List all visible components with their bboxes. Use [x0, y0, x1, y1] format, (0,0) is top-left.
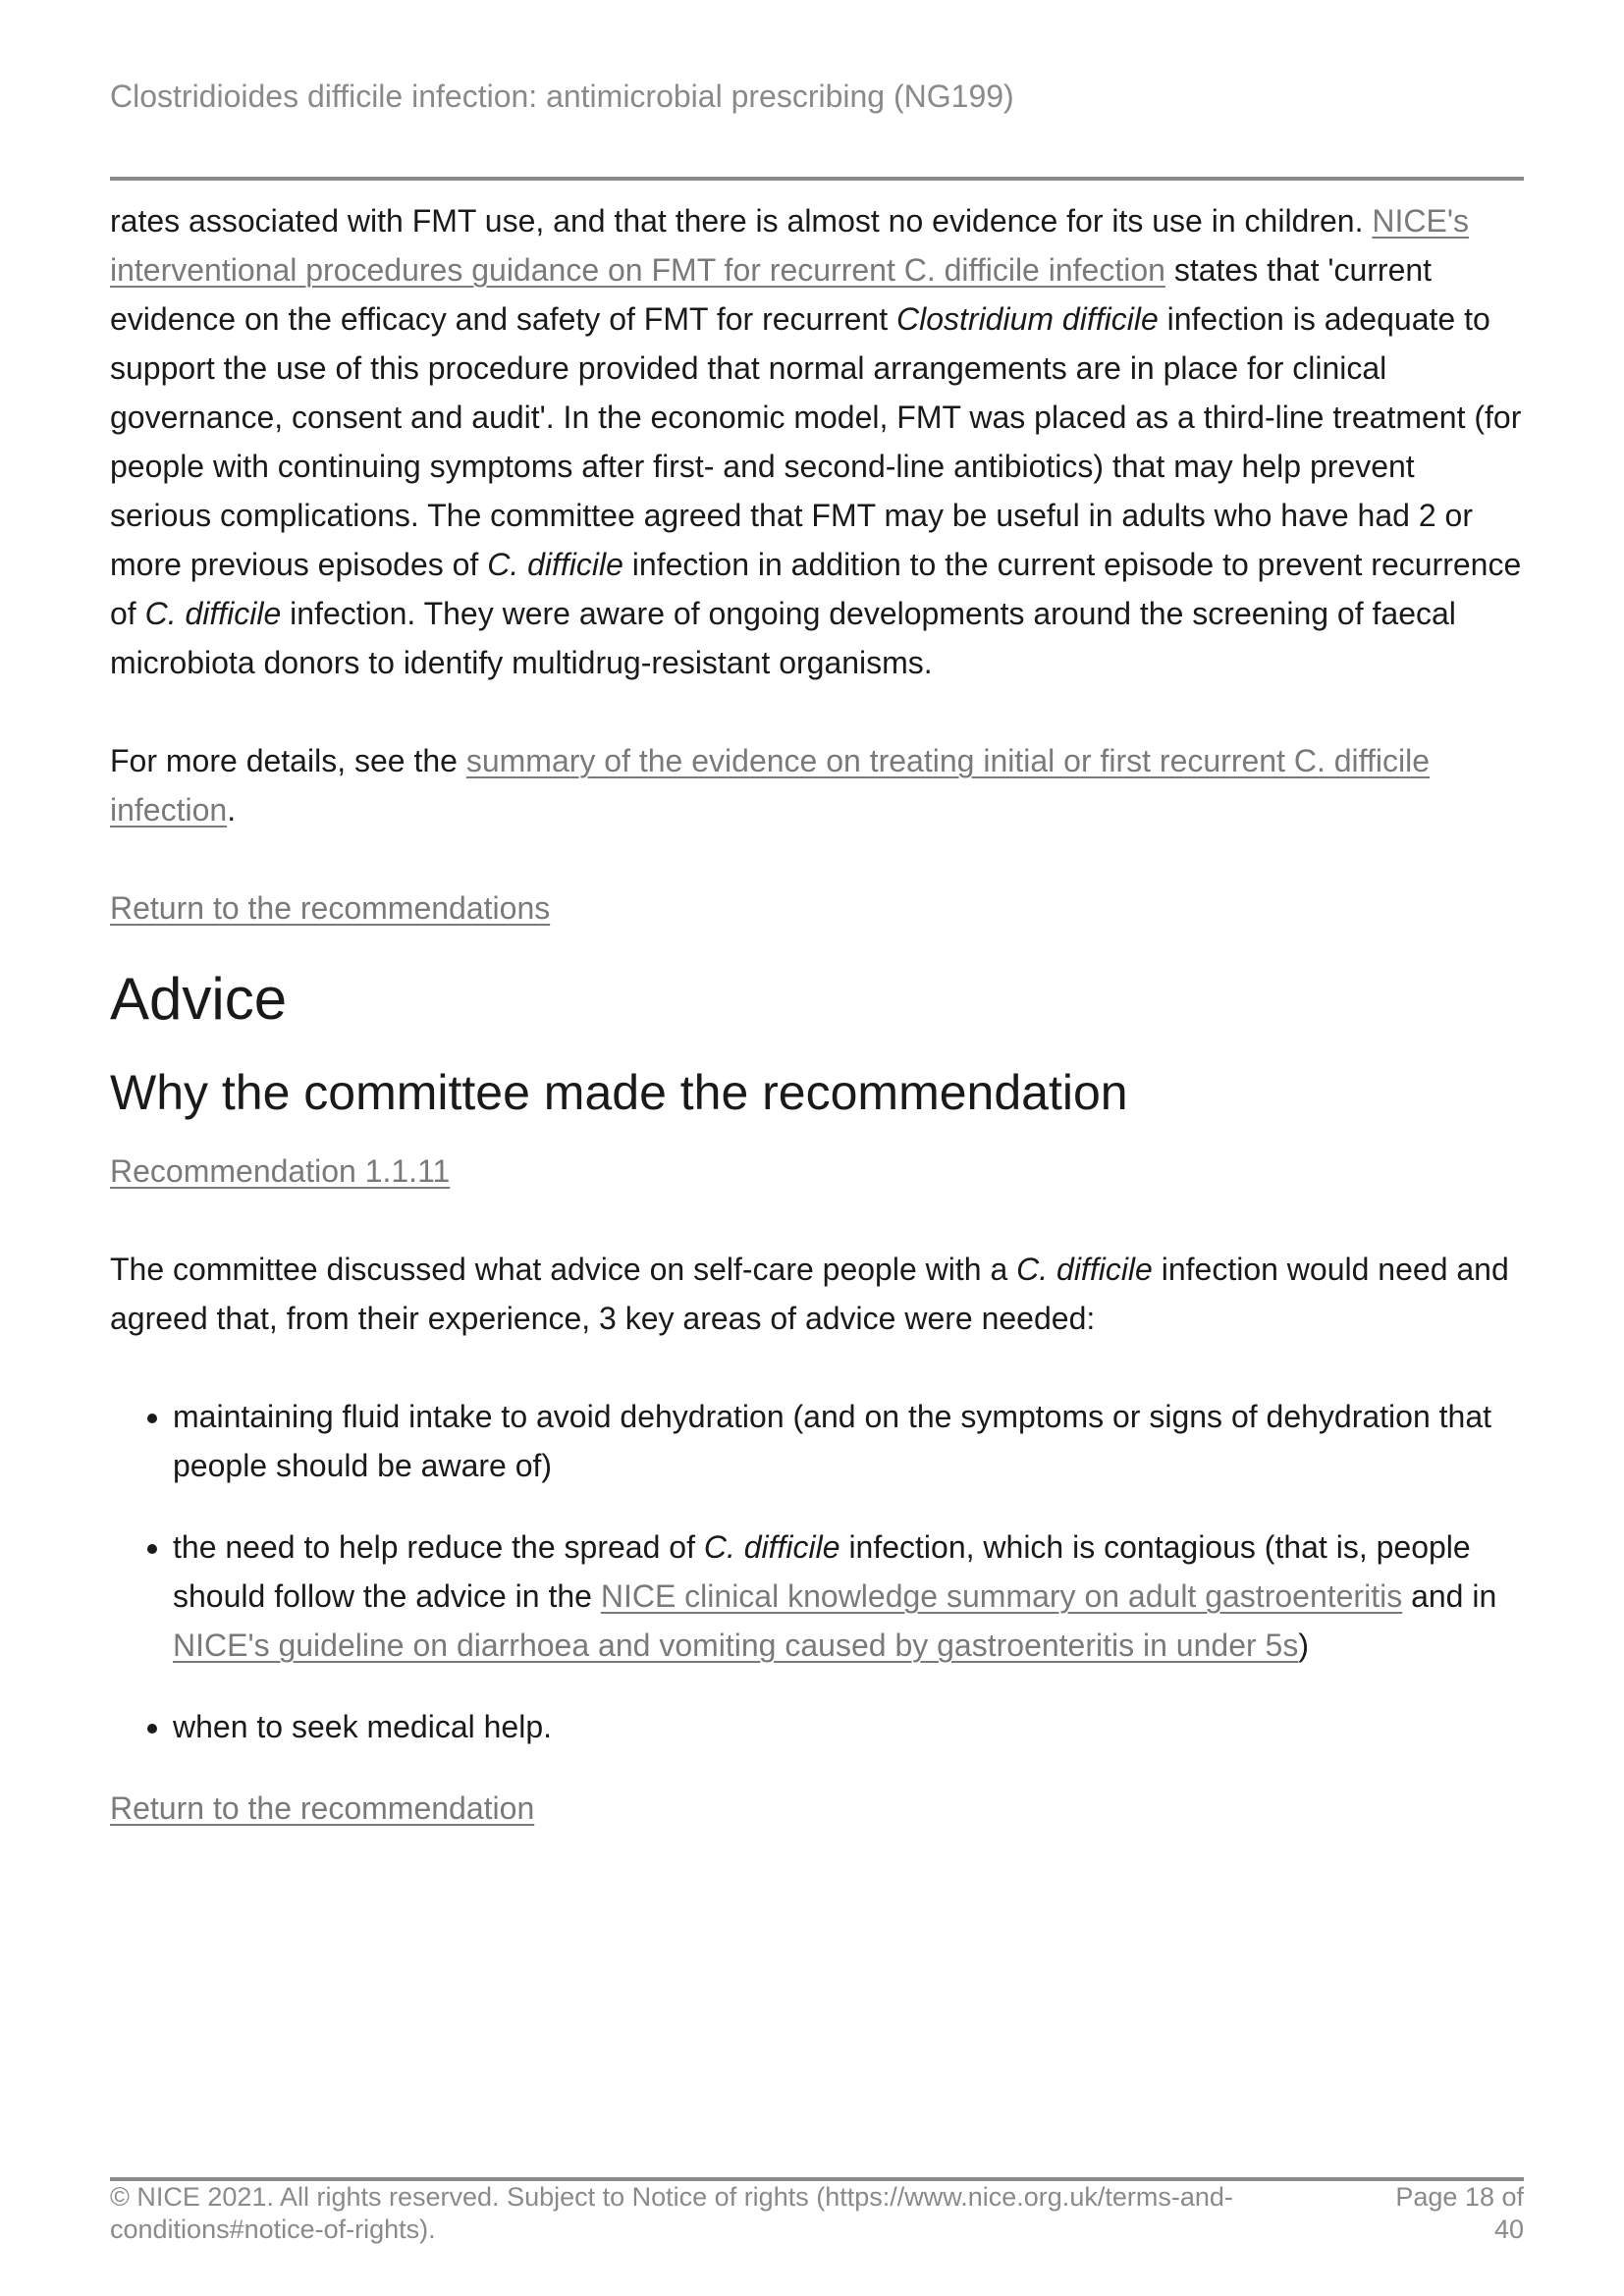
advice-heading: Advice: [110, 966, 288, 1032]
return-to-recommendations-link[interactable]: Return to the recommendations: [110, 890, 551, 926]
list-item: • maintaining fluid intake to avoid dehydration (and on the symptoms or signs of dehydration that people should be aware of): [173, 1392, 1524, 1490]
text-span: states that 'current evidence on the efficacy and safety of FMT for recurrent: [110, 252, 1433, 337]
ip-guidance-fmt-link[interactable]: NICE's interventional procedures guidance on FMT for recurrent C. difficile infection: [110, 203, 1469, 288]
text-span: the need to help reduce the spread of: [173, 1529, 704, 1565]
italic-term: C. difficile: [487, 547, 623, 582]
text-span: infection, which is contagious (that is, people should follow the advice in the: [173, 1529, 1471, 1614]
recommendation-1-1-11-link[interactable]: Recommendation 1.1.11: [110, 1153, 451, 1189]
copyright-notice: © NICE 2021. All rights reserved. Subject to Notice of rights (https://www.nice.org.uk/terms-and-conditions#notice-of-rights).: [110, 2182, 1233, 2244]
diarrhoea-vomiting-guideline-link[interactable]: NICE's guideline on diarrhoea and vomiting caused by gastroenteritis in under 5s: [173, 1628, 1299, 1663]
advice-areas-list: [110, 1392, 1524, 1751]
italic-term: C. difficile: [703, 1529, 840, 1565]
text-span: ): [1298, 1628, 1309, 1663]
italic-term: C. difficile: [144, 596, 282, 631]
list-item: [173, 1522, 1524, 1670]
italic-term: Clostridium difficile: [896, 301, 1159, 337]
page-number: Page 18 of 40: [1395, 2182, 1524, 2244]
text-span: infection would need and agreed that, from their experience, 3 key areas of advice were needed:: [110, 1252, 1509, 1336]
header-divider: [110, 177, 1524, 181]
return-link-row: [110, 883, 1524, 933]
more-details-paragraph: [110, 736, 1524, 834]
cks-adult-gastroenteritis-link[interactable]: NICE clinical knowledge summary on adult gastroenteritis: [600, 1578, 1403, 1614]
text-span: and in: [1402, 1578, 1497, 1614]
list-item: • when to seek medical help.: [173, 1702, 1524, 1751]
italic-term: C. difficile: [1016, 1252, 1153, 1287]
text-span: .: [227, 792, 237, 828]
page-content: [110, 196, 1524, 1872]
evidence-summary-link[interactable]: summary of the evidence on treating initial or first recurrent C. difficile infection: [110, 743, 1430, 828]
text-span: For more details, see the: [110, 743, 466, 778]
return-link-row: [110, 1784, 1524, 1833]
recommendation-link-row: [110, 1147, 1524, 1196]
text-span: infection is adequate to support the use of this procedure provided that normal arrangements are in place for clinical governance, consent and audit'. In the economic model, FMT was placed as a third-line treatment (for people with continuing symptoms after first- and second-line antibiotics) that may help prevent serious complications. The committee agreed that FMT may be useful in adults who have had 2 or more previous episodes of: [110, 301, 1522, 582]
text-span: infection. They were aware of ongoing developments around the screening of faecal microbiota donors to identify multidrug-resistant organisms.: [110, 596, 1456, 680]
running-header: Clostridioides difficile infection: antimicrobial prescribing (NG199): [110, 79, 1014, 114]
fmt-paragraph: [110, 196, 1524, 687]
text-span: The committee discussed what advice on self-care people with a: [110, 1252, 1017, 1287]
text-span: rates associated with FMT use, and that there is almost no evidence for its use in children.: [110, 203, 1373, 239]
why-committee-heading: Why the committee made the recommendation: [110, 1065, 1128, 1120]
self-care-paragraph: [110, 1245, 1524, 1343]
text-span: infection in addition to the current episode to prevent recurrence of: [110, 547, 1522, 631]
return-to-recommendation-link[interactable]: Return to the recommendation: [110, 1790, 535, 1826]
